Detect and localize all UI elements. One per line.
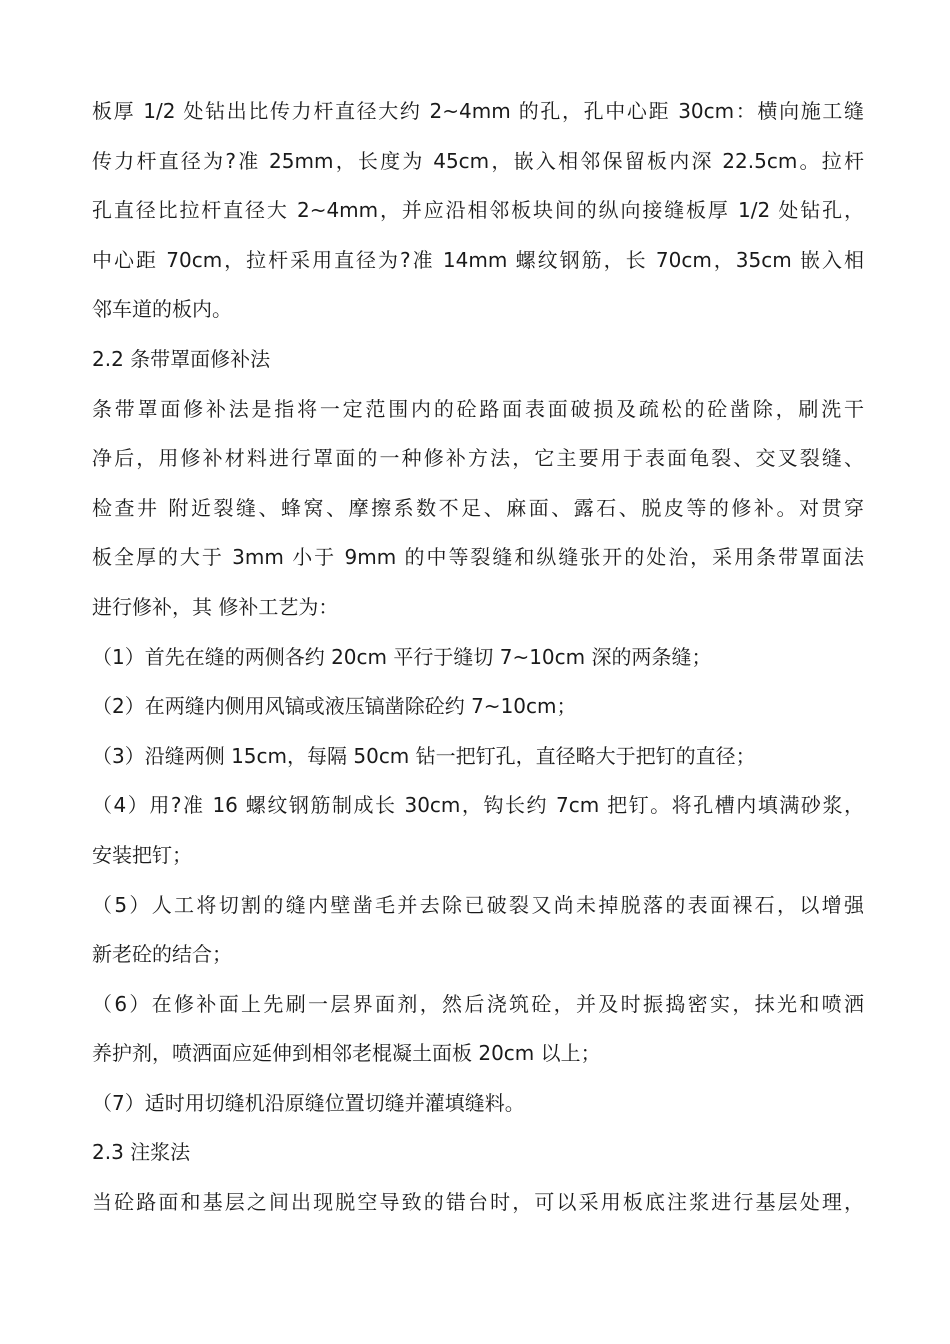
text-line: （3）沿缝两侧 15cm，每隔 50cm 钻一把钉孔，直径略大于把钉的直径； <box>92 743 756 768</box>
text-line: 板全厚的大于 3mm 小于 9mm 的中等裂缝和纵缝张开的处治，采用条带罩面法 <box>92 545 864 570</box>
text-line: 传力杆直径为?准 25mm，长度为 45cm，嵌入相邻保留板内深 22.5cm。拉杆 <box>92 148 864 173</box>
text-line: 检查井 附近裂缝、蜂窝、摩擦系数不足、麻面、露石、脱皮等的修补。对贯穿 <box>92 495 864 520</box>
text-line: 安装把钉； <box>92 842 192 867</box>
text-line: 进行修补，其 修补工艺为： <box>92 594 339 619</box>
text-line: 孔直径比拉杆直径大 2~4mm，并应沿相邻板块间的纵向接缝板厚 1/2 处钻孔， <box>92 198 864 223</box>
text-line: （5）人工将切割的缝内壁凿毛并去除已破裂又尚未掉脱落的表面裸石，以增强 <box>92 892 864 917</box>
text-line: （6）在修补面上先刷一层界面剂，然后浇筑砼，并及时振捣密实，抹光和喷洒 <box>92 991 864 1016</box>
text-line: 条带罩面修补法是指将一定范围内的砼路面表面破损及疏松的砼凿除，刷洗干 <box>92 396 864 421</box>
text-line: 当砼路面和基层之间出现脱空导致的错台时，可以采用板底注浆进行基层处理， <box>92 1190 864 1215</box>
text-line: （7）适时用切缝机沿原缝位置切缝并灌填缝料。 <box>92 1090 525 1115</box>
text-line: 2.3 注浆法 <box>92 1140 191 1165</box>
text-line: 中心距 70cm，拉杆采用直径为?准 14mm 螺纹钢筋，长 70cm，35cm 嵌入相 <box>92 247 864 272</box>
text-line: 2.2 条带罩面修补法 <box>92 346 271 371</box>
text-line: 板厚 1/2 处钻出比传力杆直径大约 2~4mm 的孔，孔中心距 30cm：横向施工缝 <box>92 99 864 123</box>
text-line: 净后，用修补材料进行罩面的一种修补方法，它主要用于表面龟裂、交叉裂缝、 <box>92 446 864 471</box>
text-line: （2）在两缝内侧用风镐或液压镐凿除砼约 7~10cm； <box>92 694 577 719</box>
text-line: （1）首先在缝的两侧各约 20cm 平行于缝切 7~10cm 深的两条缝； <box>92 644 712 669</box>
document-body <box>92 91 864 1232</box>
text-line: （4）用?准 16 螺纹钢筋制成长 30cm，钩长约 7cm 把钉。将孔槽内填满砂浆， <box>92 793 864 818</box>
text-line: 邻车道的板内。 <box>92 297 232 322</box>
text-line: 新老砼的结合； <box>92 942 232 967</box>
text-line: 养护剂，喷洒面应延伸到相邻老棍凝土面板 20cm 以上； <box>92 1041 601 1066</box>
